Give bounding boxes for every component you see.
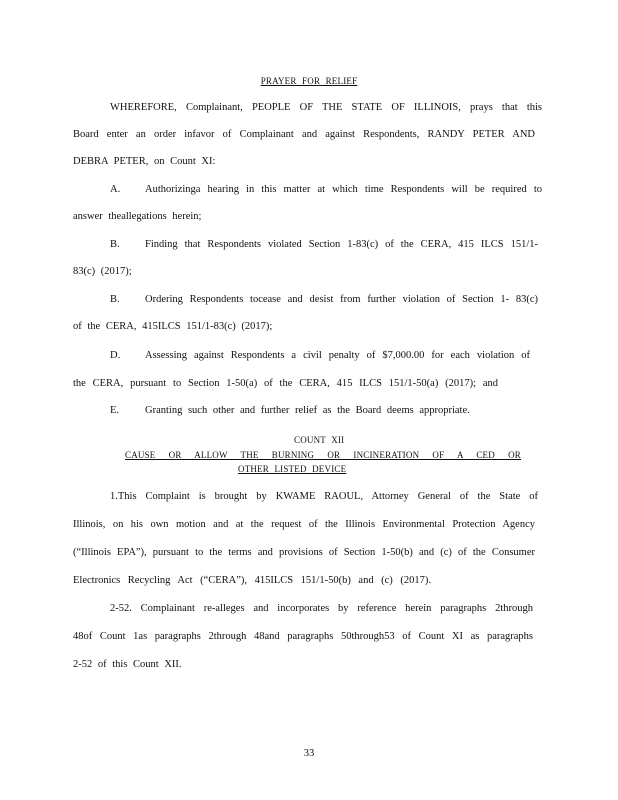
relief-item-text: Authorizinga hearing in this matter at which time Respondents will be required to [145,184,542,195]
paragraph-2-line-2: 48of Count 1as paragraphs 2through 48and paragraphs 50through53 of Count XI as paragraphs [73,631,533,642]
relief-item-text: Finding that Respondents violated Section 1-83(c) of the CERA, 415 ILCS 151/1- [145,239,538,250]
wherefore-line-2: Board enter an order infavor of Complainant and against Respondents, RANDY PETER AND [73,129,535,140]
count-heading-cause: CAUSE OR ALLOW THE BURNING OR INCINERATION OF A CED OR [125,450,521,460]
wherefore-line-3: DEBRA PETER, on Count XI: [73,156,216,167]
prayer-heading: PRAYER FOR RELIEF [260,76,358,86]
wherefore-line-1: WHEREFORE, Complainant, PEOPLE OF THE STATE OF ILLINOIS, prays that this [110,102,542,113]
relief-item-text-cont: of the CERA, 415ILCS 151/1-83(c) (2017); [73,321,273,332]
relief-item-letter: A. [110,184,121,195]
paragraph-2-line-3: 2-52 of this Count XII. [73,659,182,670]
paragraph-1-line-2: Illinois, on his own motion and at the request of the Illinois Environmental Protection Agency [73,519,535,530]
relief-item-text-cont: the CERA, pursuant to Section 1-50(a) of the CERA, 415 ILCS 151/1-50(a) (2017); and [73,378,498,389]
count-heading-title: COUNT XII [294,435,345,445]
relief-item-text: Ordering Respondents tocease and desist from further violation of Section 1- 83(c) [145,294,538,305]
relief-item-text: Assessing against Respondents a civil penalty of $7,000.00 for each violation of [145,350,530,361]
relief-item-letter: B. [110,239,120,250]
relief-item-text-cont: answer theallegations herein; [73,211,202,222]
paragraph-1-line-4: Electronics Recycling Act (“CERA”), 415ILCS 151/1-50(b) and (c) (2017). [73,575,431,586]
relief-item-text: Granting such other and further relief as the Board deems appropriate. [145,405,470,416]
relief-item-text-cont: 83(c) (2017); [73,266,132,277]
paragraph-2-line-1: 2-52. Complainant re-alleges and incorporates by reference herein paragraphs 2through [110,603,533,614]
relief-item-letter: D. [110,350,121,361]
relief-item-letter: B. [110,294,120,305]
page-number: 33 [303,748,315,759]
count-heading-device: OTHER LISTED DEVICE [238,464,347,474]
relief-item-letter: E. [110,405,120,416]
paragraph-1-line-3: (“Illinois EPA”), pursuant to the terms and provisions of Section 1-50(b) and (c) of the Consumer [73,547,535,558]
paragraph-1-line-1: 1.This Complaint is brought by KWAME RAOUL, Attorney General of the State of [110,491,538,502]
